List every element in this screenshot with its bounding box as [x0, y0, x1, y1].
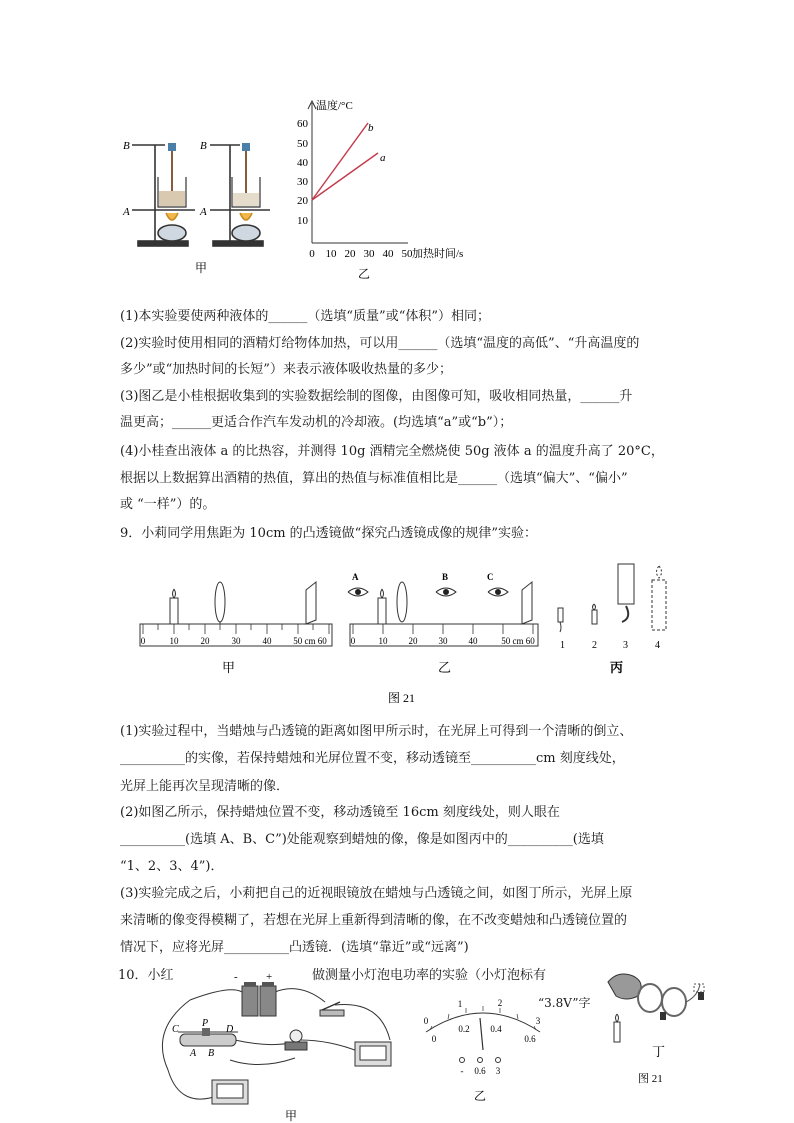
- eye-label-c: C: [487, 572, 494, 582]
- q9-line-9: 情况下，应将光屏__________凸透镜．(选填“靠近”或“远离”): [120, 940, 469, 955]
- stand-jia-1: [132, 143, 195, 246]
- stand-label-a-1: A: [123, 206, 130, 218]
- lens-fig-label-yi: 乙: [438, 660, 452, 675]
- ruler-label: 30: [438, 636, 448, 646]
- temperature-graph: [290, 95, 480, 280]
- ruler-yi: [348, 572, 538, 646]
- x-tick: 10: [325, 248, 337, 260]
- rheostat-label-b: B: [208, 1048, 215, 1059]
- eye-label-a: A: [352, 572, 359, 582]
- ruler-label: 0: [350, 636, 356, 646]
- y-tick: 60: [297, 118, 308, 130]
- ruler-label: 50 cm 60: [293, 636, 327, 646]
- ruler-label: 10: [169, 636, 179, 646]
- graph-x-ticks: [309, 248, 413, 260]
- stand-yi-2: [210, 143, 270, 246]
- ruler-jia: [140, 582, 332, 646]
- figure-circuit: [150, 970, 420, 1123]
- q9-line-3: 光屏上能再次呈现清晰的像．: [120, 779, 290, 794]
- option-num: 2: [592, 640, 597, 651]
- q8-line-5: 温更高；______更适合作汽车发动机的冷却液。(均选填“a”或“b”）；: [120, 415, 513, 430]
- meter-tick: 0.2: [458, 1024, 470, 1034]
- x-tick: 30: [363, 248, 375, 260]
- y-tick: 40: [297, 157, 308, 169]
- ruler-label: 30: [231, 636, 241, 646]
- q9-line-4: (2)如图乙所示，保持蜡烛位置不变，移动透镜至 16cm 刻度线处，则人眼在: [120, 805, 560, 820]
- ammeter: [212, 1080, 248, 1104]
- option-num: 4: [655, 640, 660, 651]
- y-tick: 20: [297, 195, 308, 207]
- rheostat-label-a: A: [190, 1048, 197, 1059]
- meter-terminal: 3: [495, 1066, 501, 1076]
- stand-label-a-2: A: [200, 206, 207, 218]
- graph-x-title: 加热时间/s: [412, 248, 464, 260]
- q10-prefix: 10．小红: [118, 968, 174, 983]
- q9-line-2: __________的实像，若保持蜡烛和光屏位置不变，移动透镜至__________cm 刻度线处，: [120, 751, 625, 766]
- x-tick: 0: [309, 248, 315, 260]
- figure-glasses: [598, 962, 718, 1092]
- q9-line-5: __________(选填 A、B、C”)处能观察到蜡烛的像，像是如图丙中的__________(选填: [120, 832, 604, 847]
- x-tick: 40: [382, 248, 394, 260]
- ruler-label: 10: [378, 636, 388, 646]
- rheostat-label-c: C: [172, 1024, 179, 1035]
- circuit-label-jia: 甲: [285, 1109, 298, 1123]
- graph-line-a: [312, 153, 378, 200]
- eye-icon: [436, 588, 456, 596]
- graph-y-ticks: [297, 118, 309, 227]
- stand-label-b-1: B: [123, 140, 130, 152]
- figure-lens-bench: [130, 562, 670, 712]
- glasses-label-ding: 丁: [652, 1044, 666, 1059]
- ruler-label: 20: [200, 636, 210, 646]
- meter-needle: [480, 1018, 483, 1050]
- q10-rated: “3.8V”字: [538, 996, 591, 1010]
- ruler-label: 40: [468, 636, 478, 646]
- image-options: [558, 564, 666, 632]
- meter-tick: 0: [423, 1016, 429, 1026]
- x-tick: 20: [344, 248, 356, 260]
- q9-line-7: (3)实验完成之后，小莉把自己的近视眼镜放在蜡烛与凸透镜之间，如图丁所示，光屏上原: [120, 886, 633, 901]
- q8-line-7: 根据以上数据算出酒精的热值，算出的热值与标准值相比是______（选填“偏大”、“偏小”: [120, 471, 628, 486]
- meter-tick: 0.6: [524, 1034, 536, 1044]
- q8-line-3: 多少”或“加热时间的长短”）来表示液体吸收热量的多少；: [120, 362, 452, 377]
- meter-tick: 1: [457, 999, 463, 1009]
- eye-icon: [348, 588, 368, 596]
- ruler-label: 50 cm 60: [501, 636, 535, 646]
- meter-label-yi: 乙: [474, 1089, 487, 1103]
- graph-y-title: 温度/°C: [316, 100, 353, 112]
- q8-line-4: (3)图乙是小桂根据收集到的实验数据绘制的图像，由图像可知，吸收相同热量，______升: [120, 389, 633, 404]
- q9-title: 9．小莉同学用焦距为 10cm 的凸透镜做“探究凸透镜成像的规律”实验：: [120, 526, 537, 541]
- q8-line-8: 或 “一样”）的。: [120, 497, 216, 512]
- meter-tick: 0.4: [490, 1024, 502, 1034]
- stand-label-b-2: B: [200, 140, 207, 152]
- glasses-caption: 图 21: [638, 1073, 663, 1085]
- option-num: 1: [560, 640, 565, 651]
- lens-fig-caption: 图 21: [388, 691, 416, 705]
- rheostat-label-d: D: [226, 1024, 234, 1035]
- y-tick: 50: [297, 138, 308, 150]
- meter-tick: 0: [431, 1034, 437, 1044]
- y-tick: 30: [297, 176, 308, 188]
- rheostat-label-p: P: [202, 1018, 209, 1029]
- battery-minus: -: [234, 971, 238, 983]
- ruler-label: 20: [408, 636, 418, 646]
- q8-line-6: (4)小桂查出液体 a 的比热容，并测得 10g 酒精完全燃烧使 50g 液体 a 的温度升高了 20°C，: [120, 444, 664, 459]
- q9-line-1: (1)实验过程中，当蜡烛与凸透镜的距离如图甲所示时，在光屏上可得到一个清晰的倒立、: [120, 724, 633, 739]
- fig-label-yi: 乙: [358, 267, 371, 280]
- meter-terminal: 0.6: [474, 1066, 486, 1076]
- q9-line-6: “1、2、3、4”)．: [120, 859, 224, 874]
- fig-label-jia: 甲: [195, 261, 208, 275]
- lens-fig-label-jia: 甲: [222, 660, 236, 675]
- eye-icon: [488, 588, 508, 596]
- voltmeter: [355, 1042, 391, 1066]
- lens-fig-label-bing: 丙: [610, 660, 624, 675]
- option-num: 3: [623, 640, 628, 651]
- meter-tick: 3: [535, 1016, 541, 1026]
- figure-meter-dial: [418, 998, 548, 1108]
- graph-line-a-label: a: [380, 152, 386, 164]
- q8-line-2: (2)实验时使用相同的酒精灯给物体加热，可以用______（选填“温度的高低”、“升高温度的: [120, 336, 640, 351]
- graph-line-b: [312, 123, 368, 200]
- q8-line-1: (1)本实验要使两种液体的______（选填“质量”或“体积”）相同；: [120, 309, 490, 324]
- x-tick: 50: [401, 248, 413, 260]
- y-tick: 10: [297, 215, 308, 227]
- battery: [242, 982, 276, 1016]
- q9-line-8: 来清晰的像变得模糊了，若想在光屏上重新得到清晰的像，在不改变蜡烛和凸透镜位置的: [120, 913, 628, 928]
- graph-line-b-label: b: [368, 122, 374, 134]
- meter-terminal: -: [460, 1066, 464, 1076]
- meter-tick: 2: [497, 998, 503, 1008]
- eye-label-b: B: [442, 572, 449, 582]
- figure-heating-apparatus: [120, 95, 310, 280]
- q10-suffix: 做测量小灯泡电功率的实验（小灯泡标有: [312, 968, 547, 983]
- ruler-label: 40: [262, 636, 272, 646]
- ruler-label: 0: [140, 636, 146, 646]
- battery-plus: +: [266, 971, 273, 983]
